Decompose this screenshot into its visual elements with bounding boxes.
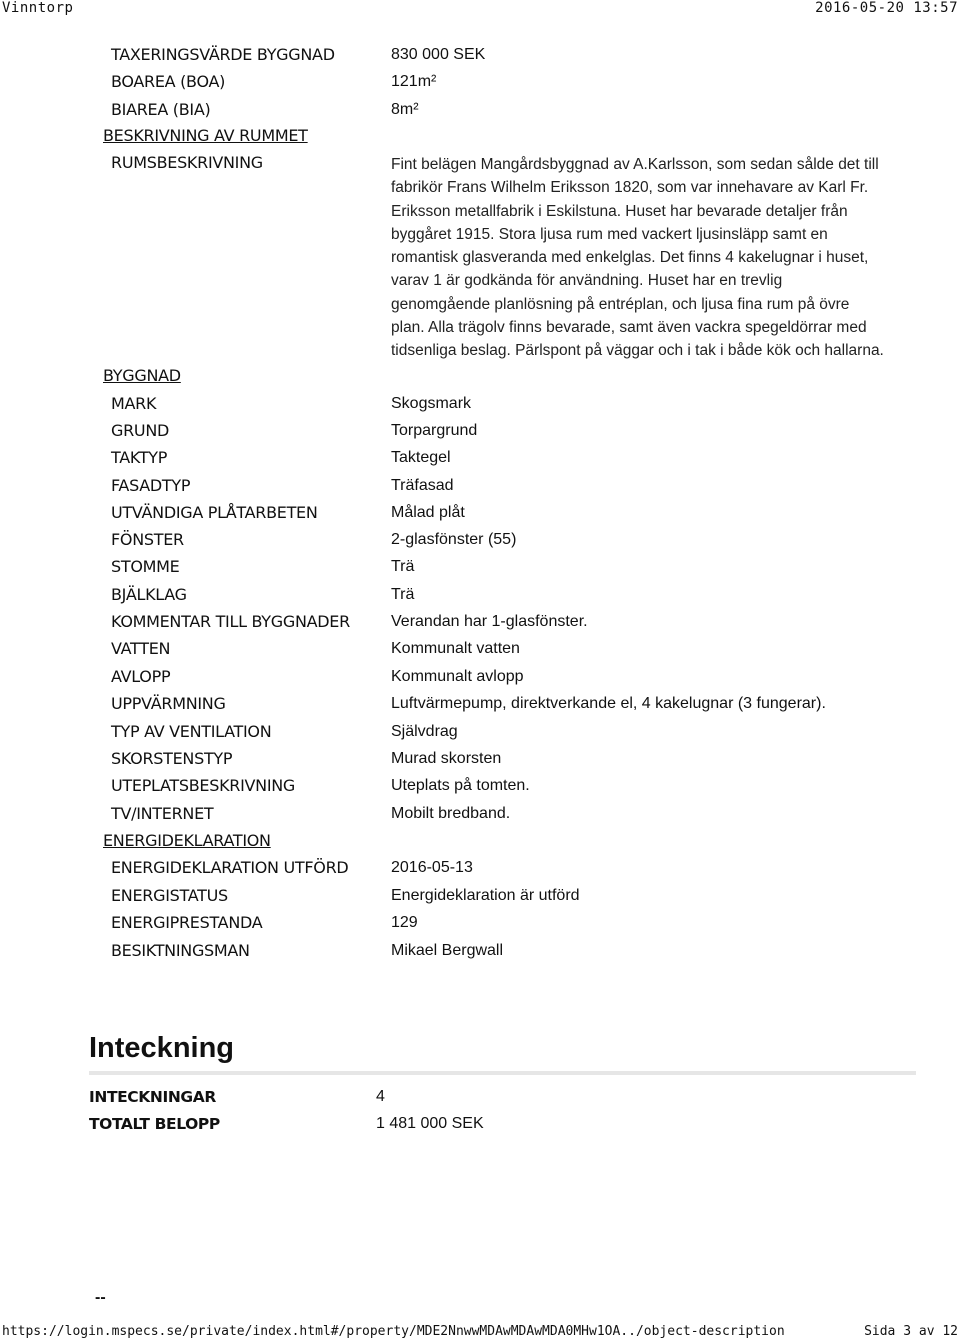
inteckning-row-label: TOTALT BELOPP [89, 1115, 220, 1133]
inteckning-title: Inteckning [89, 1032, 235, 1064]
end-dashes: -- [95, 1289, 106, 1306]
building-row-label: BJÄLKLAG [111, 585, 187, 604]
building-row-label: SKORSTENSTYP [111, 749, 233, 768]
building-row-value: Trä [391, 558, 415, 575]
room-description-label: RUMSBESKRIVNING [111, 153, 263, 172]
building-row-label: TV/INTERNET [111, 804, 214, 823]
building-section-heading: BYGGNAD [103, 366, 181, 385]
building-row-label: VATTEN [111, 639, 171, 658]
inteckning-row-value: 1 481 000 SEK [376, 1115, 484, 1132]
building-row-label: UPPVÄRMNING [111, 694, 226, 713]
building-row-value: Självdrag [391, 723, 458, 740]
boarea-value: 121m² [391, 73, 437, 90]
building-row-value: Verandan har 1-glasfönster. [391, 613, 588, 630]
building-row-label: UTVÄNDIGA PLÅTARBETEN [111, 503, 318, 522]
building-row-value: Skogsmark [391, 395, 472, 412]
energy-row-value: 2016-05-13 [391, 859, 473, 876]
energy-row-label: ENERGISTATUS [111, 886, 228, 905]
building-row-value: Kommunalt vatten [391, 640, 520, 657]
building-row-value: Uteplats på tomten. [391, 777, 530, 794]
taxvalue-label: TAXERINGSVÄRDE BYGGNAD [111, 45, 335, 64]
building-row-label: TAKTYP [111, 448, 168, 467]
building-row-label: UTEPLATSBESKRIVNING [111, 776, 296, 795]
building-row-value: Taktegel [391, 449, 451, 466]
building-row-value: Träfasad [391, 477, 454, 494]
room-description-text: Fint belägen Mangårdsbyggnad av A.Karlsson, som sedan sålde det till fabrikör Frans Wilhelm Eriksson 1820, som var innehavare av Karl Fr. Eriksson metallfabrik i Eskilstuna. Huset har bevarade detaljer från byggåret 1915. Stora ljusa rum med vackert ljusinsläpp samt en romantisk glasveranda med enkelglas. Det finns 4 kakelugnar i huset, varav 1 är godkända för användning. Huset har en trevlig genomgående planlösning på entréplan, och ljusa fina rum på övre plan. Alla trägolv finns bevarade, samt även vackra spegeldörrar med tidsenliga beslag. Pärlspont på väggar och i tak i både kök och hallarna. [391, 156, 884, 360]
building-row-value: Torpargrund [391, 422, 478, 439]
page-header-timestamp: 2016-05-20 13:57 [815, 0, 958, 16]
building-row-label: TYP AV VENTILATION [111, 722, 272, 741]
building-row-label: MARK [111, 394, 157, 413]
footer-page-number: Sida 3 av 12 [864, 1324, 958, 1339]
section-divider [89, 1071, 916, 1075]
building-row-label: FÖNSTER [111, 530, 184, 549]
boarea-label: BOAREA (BOA) [111, 72, 226, 91]
building-row-label: KOMMENTAR TILL BYGGNADER [111, 612, 350, 631]
energy-row-value: 129 [391, 914, 418, 931]
building-row-value: Mobilt bredband. [391, 805, 511, 822]
energy-row-value: Mikael Bergwall [391, 942, 504, 959]
energy-row-label: ENERGIPRESTANDA [111, 913, 263, 932]
taxvalue-value: 830 000 SEK [391, 46, 486, 63]
biarea-value: 8m² [391, 101, 419, 118]
building-row-label: FASADTYP [111, 476, 191, 495]
building-row-label: GRUND [111, 421, 170, 440]
building-row-value: 2-glasfönster (55) [391, 531, 517, 548]
biarea-label: BIAREA (BIA) [111, 100, 211, 119]
building-row-value: Luftvärmepump, direktverkande el, 4 kakelugnar (3 fungerar). [391, 695, 826, 712]
building-row-value: Målad plåt [391, 504, 465, 521]
inteckning-row-value: 4 [376, 1088, 385, 1105]
inteckning-row-label: INTECKNINGAR [89, 1088, 216, 1106]
energy-section-heading: ENERGIDEKLARATION [103, 831, 271, 850]
energy-row-label: BESIKTNINGSMAN [111, 941, 250, 960]
energy-row-value: Energideklaration är utförd [391, 887, 580, 904]
page-header-title: Vinntorp [2, 0, 74, 16]
room-section-heading: BESKRIVNING AV RUMMET [103, 126, 308, 145]
building-row-value: Murad skorsten [391, 750, 502, 767]
building-row-value: Trä [391, 586, 415, 603]
energy-row-label: ENERGIDEKLARATION UTFÖRD [111, 858, 349, 877]
footer-url: https://login.mspecs.se/private/index.html#/property/MDE2NnwwMDAwMDAwMDA0MHw1OA../object-description [2, 1324, 785, 1339]
building-row-label: AVLOPP [111, 667, 171, 686]
building-row-label: STOMME [111, 557, 180, 576]
building-row-value: Kommunalt avlopp [391, 668, 524, 685]
